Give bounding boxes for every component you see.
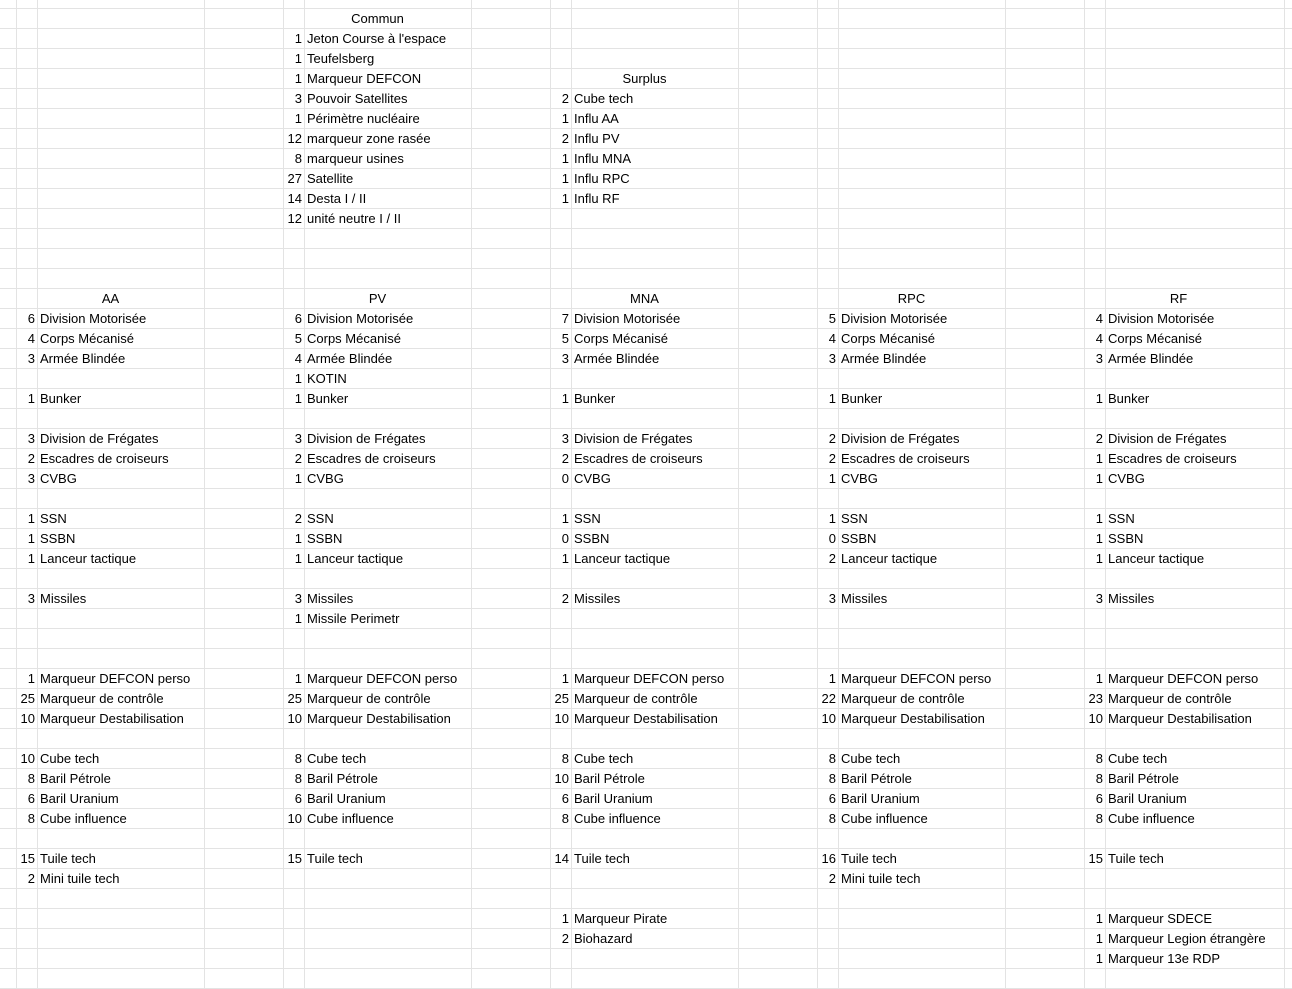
rf-label-cell[interactable]: Baril Pétrole <box>1108 771 1179 786</box>
surplus-qty-cell[interactable]: 1 <box>561 171 569 186</box>
mna-qty-cell[interactable]: 6 <box>561 791 569 806</box>
pv-qty-cell[interactable]: 15 <box>287 851 302 866</box>
pv-label-cell[interactable]: Baril Pétrole <box>307 771 378 786</box>
rpc-label-cell[interactable]: Cube influence <box>841 811 928 826</box>
mna-label-cell[interactable]: Missiles <box>574 591 621 606</box>
mna-qty-cell[interactable]: 2 <box>561 931 569 946</box>
commun-label-cell[interactable]: Pouvoir Satellites <box>307 91 408 106</box>
rf-label-cell[interactable]: SSN <box>1108 511 1135 526</box>
pv-label-cell[interactable]: Marqueur Destabilisation <box>307 711 451 726</box>
pv-label-cell[interactable]: SSBN <box>307 531 343 546</box>
mna-label-cell[interactable]: Armée Blindée <box>574 351 660 366</box>
rpc-label-cell[interactable]: Baril Pétrole <box>841 771 912 786</box>
commun-label-cell[interactable]: unité neutre I / II <box>307 211 401 226</box>
mna-qty-cell[interactable]: 10 <box>554 711 569 726</box>
aa-label-cell[interactable]: Marqueur DEFCON perso <box>40 671 191 686</box>
mna-qty-cell[interactable]: 7 <box>561 311 569 326</box>
rf-label-cell[interactable]: Marqueur de contrôle <box>1108 691 1232 706</box>
aa-label-cell[interactable]: Marqueur de contrôle <box>40 691 164 706</box>
mna-label-cell[interactable]: Escadres de croiseurs <box>574 451 703 466</box>
grid-row-line <box>0 108 1292 109</box>
mna-label-cell[interactable]: SSN <box>574 511 601 526</box>
rf-label-cell[interactable]: Marqueur Legion étrangère <box>1108 931 1266 946</box>
mna-qty-cell[interactable]: 0 <box>561 471 569 486</box>
commun-qty-cell[interactable]: 12 <box>287 211 302 226</box>
commun-label-cell[interactable]: Marqueur DEFCON <box>307 71 422 86</box>
aa-label-cell[interactable]: Corps Mécanisé <box>40 331 134 346</box>
rpc-qty-cell[interactable]: 8 <box>828 751 836 766</box>
surplus-label-cell[interactable]: Influ AA <box>574 111 619 126</box>
rf-label-cell[interactable]: Marqueur Destabilisation <box>1108 711 1252 726</box>
pv-qty-cell[interactable]: 2 <box>294 511 302 526</box>
aa-qty-cell[interactable]: 1 <box>27 511 35 526</box>
rf-qty-cell[interactable]: 23 <box>1088 691 1103 706</box>
commun-label-cell[interactable]: marqueur usines <box>307 151 404 166</box>
rpc-qty-cell[interactable]: 5 <box>828 311 836 326</box>
pv-qty-cell[interactable]: 3 <box>294 591 302 606</box>
mna-label-cell[interactable]: CVBG <box>574 471 611 486</box>
pv-label-cell[interactable]: Missiles <box>307 591 354 606</box>
grid-row-line <box>0 28 1292 29</box>
grid-row-line <box>0 888 1292 889</box>
pv-label-cell[interactable]: SSN <box>307 511 334 526</box>
rpc-qty-cell[interactable]: 22 <box>821 691 836 706</box>
pv-label-cell[interactable]: Bunker <box>307 391 349 406</box>
mna-label-cell[interactable]: Division de Frégates <box>574 431 693 446</box>
rpc-label-cell[interactable]: Marqueur de contrôle <box>841 691 965 706</box>
mna-qty-cell[interactable]: 1 <box>561 911 569 926</box>
rpc-qty-cell[interactable]: 3 <box>828 591 836 606</box>
pv-label-cell[interactable]: KOTIN <box>307 371 347 386</box>
rf-label-cell[interactable]: Tuile tech <box>1108 851 1164 866</box>
rf-label-cell[interactable]: Corps Mécanisé <box>1108 331 1202 346</box>
commun-label-cell[interactable]: marqueur zone rasée <box>307 131 431 146</box>
grid-row-line <box>0 208 1292 209</box>
aa-label-cell[interactable]: Bunker <box>40 391 82 406</box>
aa-qty-cell[interactable]: 2 <box>27 871 35 886</box>
rpc-label-cell[interactable]: Division de Frégates <box>841 431 960 446</box>
pv-qty-cell[interactable]: 1 <box>294 551 302 566</box>
aa-label-cell[interactable]: Cube influence <box>40 811 127 826</box>
commun-qty-cell[interactable]: 12 <box>287 131 302 146</box>
rf-qty-cell[interactable]: 3 <box>1095 591 1103 606</box>
rpc-label-cell[interactable]: CVBG <box>841 471 878 486</box>
aa-qty-cell[interactable]: 4 <box>27 331 35 346</box>
pv-qty-cell[interactable]: 1 <box>294 671 302 686</box>
mna-qty-cell[interactable]: 2 <box>561 591 569 606</box>
rf-label-cell[interactable]: CVBG <box>1108 471 1145 486</box>
aa-qty-cell[interactable]: 25 <box>20 691 35 706</box>
rf-label-cell[interactable]: Baril Uranium <box>1108 791 1187 806</box>
mna-label-cell[interactable]: Baril Uranium <box>574 791 653 806</box>
aa-qty-cell[interactable]: 1 <box>27 391 35 406</box>
header-aa[interactable]: AA <box>101 291 120 306</box>
rpc-qty-cell[interactable]: 1 <box>828 391 836 406</box>
pv-label-cell[interactable]: Marqueur DEFCON perso <box>307 671 458 686</box>
commun-label-cell[interactable]: Satellite <box>307 171 354 186</box>
commun-qty-cell[interactable]: 1 <box>294 51 302 66</box>
aa-qty-cell[interactable]: 3 <box>27 431 35 446</box>
rpc-label-cell[interactable]: Mini tuile tech <box>841 871 921 886</box>
rpc-qty-cell[interactable]: 2 <box>828 551 836 566</box>
grid-row-line <box>0 168 1292 169</box>
rf-label-cell[interactable]: Lanceur tactique <box>1108 551 1205 566</box>
mna-label-cell[interactable]: Biohazard <box>574 931 633 946</box>
grid-row-line <box>0 288 1292 289</box>
rpc-label-cell[interactable]: Division Motorisée <box>841 311 948 326</box>
rf-label-cell[interactable]: SSBN <box>1108 531 1144 546</box>
aa-qty-cell[interactable]: 6 <box>27 791 35 806</box>
mna-qty-cell[interactable]: 3 <box>561 431 569 446</box>
pv-label-cell[interactable]: Armée Blindée <box>307 351 393 366</box>
aa-label-cell[interactable]: Mini tuile tech <box>40 871 120 886</box>
rpc-label-cell[interactable]: SSBN <box>841 531 877 546</box>
pv-qty-cell[interactable]: 8 <box>294 771 302 786</box>
rf-qty-cell[interactable]: 4 <box>1095 331 1103 346</box>
pv-qty-cell[interactable]: 10 <box>287 811 302 826</box>
pv-qty-cell[interactable]: 1 <box>294 371 302 386</box>
pv-qty-cell[interactable]: 25 <box>287 691 302 706</box>
mna-qty-cell[interactable]: 14 <box>554 851 569 866</box>
mna-qty-cell[interactable]: 1 <box>561 551 569 566</box>
surplus-qty-cell[interactable]: 2 <box>561 91 569 106</box>
pv-label-cell[interactable]: Division de Frégates <box>307 431 426 446</box>
surplus-qty-cell[interactable]: 1 <box>561 151 569 166</box>
grid-row-line <box>0 128 1292 129</box>
rpc-label-cell[interactable]: Marqueur Destabilisation <box>841 711 985 726</box>
header-pv[interactable]: PV <box>368 291 387 306</box>
pv-label-cell[interactable]: Escadres de croiseurs <box>307 451 436 466</box>
pv-qty-cell[interactable]: 1 <box>294 471 302 486</box>
commun-label-cell[interactable]: Teufelsberg <box>307 51 375 66</box>
header-surplus[interactable]: Surplus <box>622 71 667 86</box>
header-commun[interactable]: Commun <box>351 11 404 26</box>
pv-label-cell[interactable]: Missile Perimetr <box>307 611 400 626</box>
aa-qty-cell[interactable]: 6 <box>27 311 35 326</box>
rf-qty-cell[interactable]: 1 <box>1095 531 1103 546</box>
mna-qty-cell[interactable]: 3 <box>561 351 569 366</box>
rpc-label-cell[interactable]: Corps Mécanisé <box>841 331 935 346</box>
grid-row-line <box>0 148 1292 149</box>
rf-label-cell[interactable]: Cube influence <box>1108 811 1195 826</box>
rf-qty-cell[interactable]: 1 <box>1095 951 1103 966</box>
aa-label-cell[interactable]: Marqueur Destabilisation <box>40 711 184 726</box>
rpc-qty-cell[interactable]: 2 <box>828 871 836 886</box>
rf-qty-cell[interactable]: 1 <box>1095 391 1103 406</box>
mna-label-cell[interactable]: Marqueur de contrôle <box>574 691 698 706</box>
rpc-label-cell[interactable]: Baril Uranium <box>841 791 920 806</box>
rpc-label-cell[interactable]: Cube tech <box>841 751 901 766</box>
surplus-label-cell[interactable]: Influ RPC <box>574 171 630 186</box>
rf-qty-cell[interactable]: 1 <box>1095 911 1103 926</box>
mna-label-cell[interactable]: Baril Pétrole <box>574 771 645 786</box>
aa-qty-cell[interactable]: 10 <box>20 751 35 766</box>
rf-label-cell[interactable]: Cube tech <box>1108 751 1168 766</box>
mna-label-cell[interactable]: Lanceur tactique <box>574 551 671 566</box>
rf-label-cell[interactable]: Bunker <box>1108 391 1150 406</box>
pv-label-cell[interactable]: Lanceur tactique <box>307 551 404 566</box>
surplus-label-cell[interactable]: Influ PV <box>574 131 620 146</box>
mna-label-cell[interactable]: Cube tech <box>574 751 634 766</box>
mna-label-cell[interactable]: Marqueur Pirate <box>574 911 668 926</box>
mna-label-cell[interactable]: SSBN <box>574 531 610 546</box>
mna-label-cell[interactable]: Division Motorisée <box>574 311 681 326</box>
rf-label-cell[interactable]: Missiles <box>1108 591 1155 606</box>
rpc-label-cell[interactable]: Lanceur tactique <box>841 551 938 566</box>
aa-qty-cell[interactable]: 3 <box>27 591 35 606</box>
rpc-qty-cell[interactable]: 1 <box>828 511 836 526</box>
rpc-label-cell[interactable]: Tuile tech <box>841 851 897 866</box>
surplus-label-cell[interactable]: Cube tech <box>574 91 634 106</box>
rf-label-cell[interactable]: Marqueur SDECE <box>1108 911 1213 926</box>
mna-qty-cell[interactable]: 2 <box>561 451 569 466</box>
rpc-qty-cell[interactable]: 3 <box>828 351 836 366</box>
mna-qty-cell[interactable]: 1 <box>561 511 569 526</box>
mna-label-cell[interactable]: Tuile tech <box>574 851 630 866</box>
pv-label-cell[interactable]: Cube tech <box>307 751 367 766</box>
rpc-qty-cell[interactable]: 1 <box>828 471 836 486</box>
aa-label-cell[interactable]: Missiles <box>40 591 87 606</box>
surplus-qty-cell[interactable]: 2 <box>561 131 569 146</box>
header-rf[interactable]: RF <box>1169 291 1188 306</box>
aa-label-cell[interactable]: Baril Pétrole <box>40 771 111 786</box>
pv-qty-cell[interactable]: 3 <box>294 431 302 446</box>
rf-qty-cell[interactable]: 1 <box>1095 931 1103 946</box>
rpc-qty-cell[interactable]: 8 <box>828 811 836 826</box>
commun-qty-cell[interactable]: 1 <box>294 71 302 86</box>
rf-qty-cell[interactable]: 3 <box>1095 351 1103 366</box>
rf-qty-cell[interactable]: 1 <box>1095 671 1103 686</box>
commun-qty-cell[interactable]: 3 <box>294 91 302 106</box>
aa-qty-cell[interactable]: 15 <box>20 851 35 866</box>
rpc-label-cell[interactable]: SSN <box>841 511 868 526</box>
grid-row-line <box>0 68 1292 69</box>
rpc-qty-cell[interactable]: 10 <box>821 711 836 726</box>
rpc-qty-cell[interactable]: 2 <box>828 451 836 466</box>
grid-row-line <box>0 188 1292 189</box>
aa-label-cell[interactable]: SSBN <box>40 531 76 546</box>
aa-qty-cell[interactable]: 10 <box>20 711 35 726</box>
grid-row-line <box>0 268 1292 269</box>
aa-qty-cell[interactable]: 1 <box>27 671 35 686</box>
rpc-qty-cell[interactable]: 4 <box>828 331 836 346</box>
commun-qty-cell[interactable]: 1 <box>294 31 302 46</box>
rf-label-cell[interactable]: Armée Blindée <box>1108 351 1194 366</box>
grid-row-line <box>0 8 1292 9</box>
rf-qty-cell[interactable]: 1 <box>1095 471 1103 486</box>
surplus-label-cell[interactable]: Influ MNA <box>574 151 632 166</box>
pv-qty-cell[interactable]: 4 <box>294 351 302 366</box>
rf-qty-cell[interactable]: 1 <box>1095 451 1103 466</box>
mna-qty-cell[interactable]: 25 <box>554 691 569 706</box>
pv-qty-cell[interactable]: 1 <box>294 391 302 406</box>
grid-row-line <box>0 48 1292 49</box>
rpc-label-cell[interactable]: Escadres de croiseurs <box>841 451 970 466</box>
mna-label-cell[interactable]: Marqueur DEFCON perso <box>574 671 725 686</box>
pv-label-cell[interactable]: Division Motorisée <box>307 311 414 326</box>
aa-label-cell[interactable]: Division Motorisée <box>40 311 147 326</box>
pv-label-cell[interactable]: Marqueur de contrôle <box>307 691 431 706</box>
mna-label-cell[interactable]: Corps Mécanisé <box>574 331 668 346</box>
rf-qty-cell[interactable]: 10 <box>1088 711 1103 726</box>
rpc-label-cell[interactable]: Armée Blindée <box>841 351 927 366</box>
pv-qty-cell[interactable]: 5 <box>294 331 302 346</box>
mna-qty-cell[interactable]: 0 <box>561 531 569 546</box>
pv-qty-cell[interactable]: 6 <box>294 311 302 326</box>
rpc-qty-cell[interactable]: 16 <box>821 851 836 866</box>
rf-label-cell[interactable]: Escadres de croiseurs <box>1108 451 1237 466</box>
aa-label-cell[interactable]: CVBG <box>40 471 77 486</box>
mna-label-cell[interactable]: Marqueur Destabilisation <box>574 711 718 726</box>
header-mna[interactable]: MNA <box>630 291 659 306</box>
commun-qty-cell[interactable]: 27 <box>287 171 302 186</box>
rf-qty-cell[interactable]: 1 <box>1095 511 1103 526</box>
rf-qty-cell[interactable]: 4 <box>1095 311 1103 326</box>
commun-label-cell[interactable]: Jeton Course à l'espace <box>307 31 447 46</box>
pv-qty-cell[interactable]: 1 <box>294 611 302 626</box>
pv-qty-cell[interactable]: 8 <box>294 751 302 766</box>
pv-label-cell[interactable]: Tuile tech <box>307 851 363 866</box>
pv-qty-cell[interactable]: 2 <box>294 451 302 466</box>
rpc-label-cell[interactable]: Bunker <box>841 391 883 406</box>
commun-qty-cell[interactable]: 1 <box>294 111 302 126</box>
mna-label-cell[interactable]: Bunker <box>574 391 616 406</box>
surplus-qty-cell[interactable]: 1 <box>561 111 569 126</box>
aa-qty-cell[interactable]: 3 <box>27 351 35 366</box>
aa-label-cell[interactable]: Baril Uranium <box>40 791 119 806</box>
aa-qty-cell[interactable]: 3 <box>27 471 35 486</box>
rpc-label-cell[interactable]: Missiles <box>841 591 888 606</box>
pv-label-cell[interactable]: Baril Uranium <box>307 791 386 806</box>
mna-qty-cell[interactable]: 10 <box>554 771 569 786</box>
aa-qty-cell[interactable]: 8 <box>27 811 35 826</box>
commun-qty-cell[interactable]: 14 <box>287 191 302 206</box>
header-rpc[interactable]: RPC <box>897 291 926 306</box>
rf-qty-cell[interactable]: 1 <box>1095 551 1103 566</box>
rf-qty-cell[interactable]: 15 <box>1088 851 1103 866</box>
rf-qty-cell[interactable]: 8 <box>1095 771 1103 786</box>
rf-label-cell[interactable]: Division de Frégates <box>1108 431 1227 446</box>
aa-label-cell[interactable]: Tuile tech <box>40 851 96 866</box>
commun-qty-cell[interactable]: 8 <box>294 151 302 166</box>
rpc-qty-cell[interactable]: 1 <box>828 671 836 686</box>
pv-label-cell[interactable]: Cube influence <box>307 811 394 826</box>
rf-qty-cell[interactable]: 8 <box>1095 751 1103 766</box>
aa-label-cell[interactable]: Cube tech <box>40 751 100 766</box>
surplus-qty-cell[interactable]: 1 <box>561 191 569 206</box>
pv-qty-cell[interactable]: 6 <box>294 791 302 806</box>
mna-qty-cell[interactable]: 1 <box>561 671 569 686</box>
rf-label-cell[interactable]: Division Motorisée <box>1108 311 1215 326</box>
rpc-qty-cell[interactable]: 6 <box>828 791 836 806</box>
rpc-qty-cell[interactable]: 2 <box>828 431 836 446</box>
aa-label-cell[interactable]: Escadres de croiseurs <box>40 451 169 466</box>
grid-row-line <box>0 628 1292 629</box>
pv-qty-cell[interactable]: 1 <box>294 531 302 546</box>
aa-qty-cell[interactable]: 2 <box>27 451 35 466</box>
aa-qty-cell[interactable]: 8 <box>27 771 35 786</box>
mna-qty-cell[interactable]: 5 <box>561 331 569 346</box>
pv-label-cell[interactable]: CVBG <box>307 471 344 486</box>
commun-label-cell[interactable]: Périmètre nucléaire <box>307 111 420 126</box>
rf-label-cell[interactable]: Marqueur 13e RDP <box>1108 951 1220 966</box>
rf-qty-cell[interactable]: 8 <box>1095 811 1103 826</box>
aa-label-cell[interactable]: Division de Frégates <box>40 431 159 446</box>
aa-label-cell[interactable]: SSN <box>40 511 67 526</box>
rpc-label-cell[interactable]: Marqueur DEFCON perso <box>841 671 992 686</box>
aa-qty-cell[interactable]: 1 <box>27 531 35 546</box>
surplus-label-cell[interactable]: Influ RF <box>574 191 620 206</box>
aa-qty-cell[interactable]: 1 <box>27 551 35 566</box>
mna-qty-cell[interactable]: 8 <box>561 811 569 826</box>
grid-row-line <box>0 228 1292 229</box>
aa-label-cell[interactable]: Lanceur tactique <box>40 551 137 566</box>
rpc-qty-cell[interactable]: 0 <box>828 531 836 546</box>
rf-qty-cell[interactable]: 2 <box>1095 431 1103 446</box>
grid-row-line <box>0 648 1292 649</box>
pv-qty-cell[interactable]: 10 <box>287 711 302 726</box>
mna-qty-cell[interactable]: 1 <box>561 391 569 406</box>
commun-label-cell[interactable]: Desta I / II <box>307 191 367 206</box>
pv-label-cell[interactable]: Corps Mécanisé <box>307 331 401 346</box>
aa-label-cell[interactable]: Armée Blindée <box>40 351 126 366</box>
rf-label-cell[interactable]: Marqueur DEFCON perso <box>1108 671 1259 686</box>
mna-label-cell[interactable]: Cube influence <box>574 811 661 826</box>
grid-row-line <box>0 88 1292 89</box>
rpc-qty-cell[interactable]: 8 <box>828 771 836 786</box>
rf-qty-cell[interactable]: 6 <box>1095 791 1103 806</box>
mna-qty-cell[interactable]: 8 <box>561 751 569 766</box>
grid-row-line <box>0 248 1292 249</box>
